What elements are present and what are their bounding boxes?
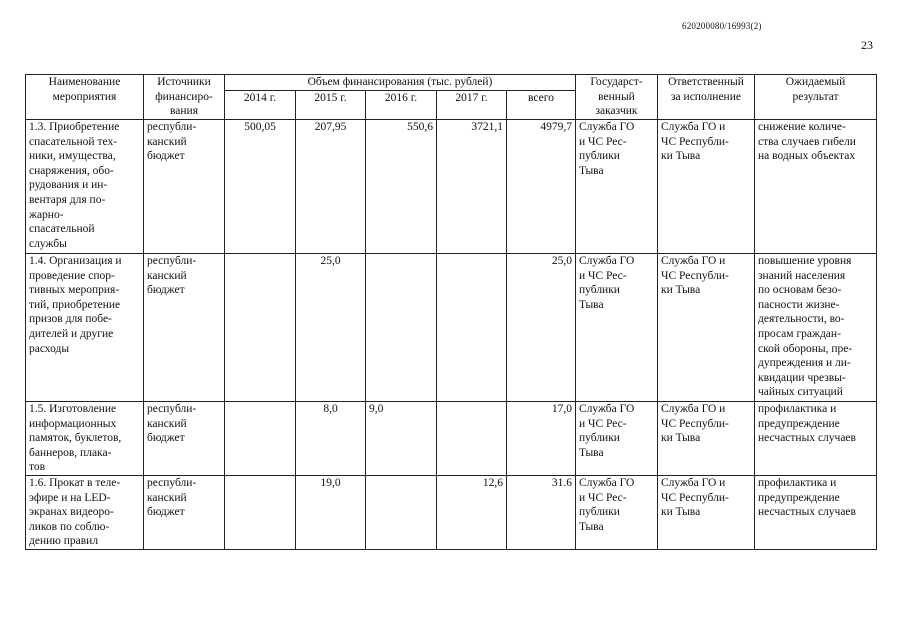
row-result: профилактика и предупреждение несчастных случаев xyxy=(755,475,877,549)
document-id: 620200080/16993(2) xyxy=(682,21,762,31)
row-responsible: Служба ГО и ЧС Республи- ки Тыва xyxy=(658,475,755,549)
row-name: 1.3. Приобретение спасательной тех- ники, имущества, снаряжения, обо- рудования и ин- вентаря для по- жарно- спасательной службы xyxy=(26,120,144,254)
row-2017 xyxy=(437,254,507,402)
row-2015: 25,0 xyxy=(296,254,366,402)
row-2014 xyxy=(225,254,296,402)
row-2016: 550,6 xyxy=(366,120,437,254)
funding-table xyxy=(25,74,877,550)
page-number: 23 xyxy=(861,38,873,52)
row-2016 xyxy=(366,254,437,402)
table-row xyxy=(26,254,877,402)
row-2017 xyxy=(437,402,507,476)
row-customer: Служба ГО и ЧС Рес- публики Тыва xyxy=(576,120,658,254)
row-source: республи- канский бюджет xyxy=(144,254,225,402)
row-customer: Служба ГО и ЧС Рес- публики Тыва xyxy=(576,254,658,402)
row-total: 31.6 xyxy=(507,475,576,549)
row-source: республи- канский бюджет xyxy=(144,402,225,476)
header-2017: 2017 г. xyxy=(437,91,507,120)
row-2014: 500,05 xyxy=(225,120,296,254)
row-2015: 8,0 xyxy=(296,402,366,476)
row-2017: 3721,1 xyxy=(437,120,507,254)
row-2014 xyxy=(225,402,296,476)
row-result: повышение уровня знаний населения по основам безо- пасности жизне- деятельности, во- просам граждан- ской обороны, пре- дупреждения и ли- квидации чрезвы- чайных ситуаций xyxy=(755,254,877,402)
row-name: 1.4. Организация и проведение спор- тивных мероприя- тий, приобретение призов для побе- дителей и другие расходы xyxy=(26,254,144,402)
row-source: республи- канский бюджет xyxy=(144,475,225,549)
row-2016 xyxy=(366,475,437,549)
header-2014: 2014 г. xyxy=(225,91,296,120)
row-2017: 12,6 xyxy=(437,475,507,549)
row-responsible: Служба ГО и ЧС Республи- ки Тыва xyxy=(658,254,755,402)
header-customer: Государст- венный заказчик xyxy=(576,75,658,120)
header-total: всего xyxy=(507,91,576,120)
table-row xyxy=(26,120,877,254)
row-source: республи- канский бюджет xyxy=(144,120,225,254)
header-name: Наименование мероприятия xyxy=(26,75,144,120)
row-2014 xyxy=(225,475,296,549)
row-name: 1.6. Прокат в теле- эфире и на LED- экранах видеоро- ликов по соблю- дению правил xyxy=(26,475,144,549)
row-customer: Служба ГО и ЧС Рес- публики Тыва xyxy=(576,402,658,476)
header-source: Источники финансиро- вания xyxy=(144,75,225,120)
row-2015: 207,95 xyxy=(296,120,366,254)
header-row-top xyxy=(26,75,877,91)
row-2015: 19,0 xyxy=(296,475,366,549)
row-name: 1.5. Изготовление информационных памяток, буклетов, баннеров, плака- тов xyxy=(26,402,144,476)
row-result: профилактика и предупреждение несчастных случаев xyxy=(755,402,877,476)
row-customer: Служба ГО и ЧС Рес- публики Тыва xyxy=(576,475,658,549)
header-2016: 2016 г. xyxy=(366,91,437,120)
table-row xyxy=(26,475,877,549)
row-2016: 9,0 xyxy=(366,402,437,476)
header-responsible: Ответственный за исполнение xyxy=(658,75,755,120)
row-total: 17,0 xyxy=(507,402,576,476)
row-total: 25,0 xyxy=(507,254,576,402)
header-funding-group: Объем финансирования (тыс. рублей) xyxy=(225,75,576,91)
header-2015: 2015 г. xyxy=(296,91,366,120)
table-row xyxy=(26,402,877,476)
header-result: Ожидаемый результат xyxy=(755,75,877,120)
row-responsible: Служба ГО и ЧС Республи- ки Тыва xyxy=(658,402,755,476)
row-result: снижение количе- ства случаев гибели на водных объектах xyxy=(755,120,877,254)
row-total: 4979,7 xyxy=(507,120,576,254)
row-responsible: Служба ГО и ЧС Республи- ки Тыва xyxy=(658,120,755,254)
